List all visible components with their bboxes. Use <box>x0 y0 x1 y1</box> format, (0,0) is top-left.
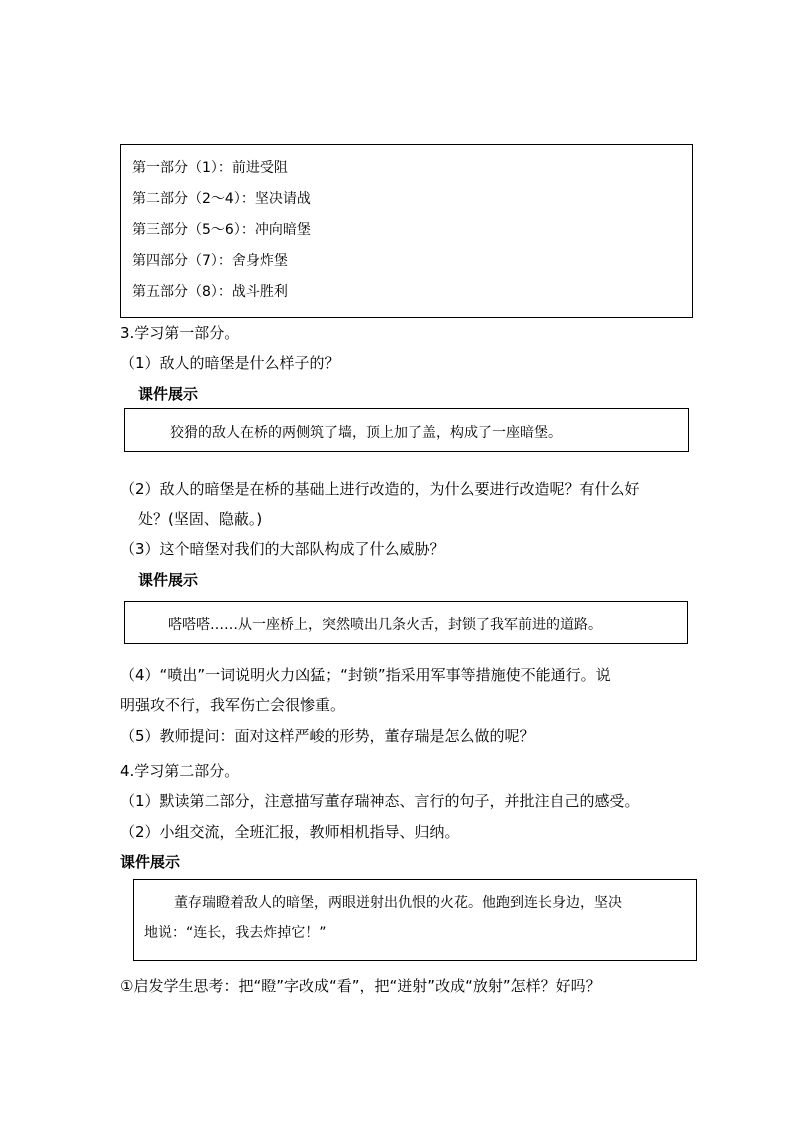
section4-step-2: （2）小组交流，全班汇报，教师相机指导、归纳。 <box>120 823 460 841</box>
courseware-box-1-text: 狡猾的敌人在桥的两侧筑了墙，顶上加了盖，构成了一座暗堡。 <box>170 425 562 441</box>
courseware-box-2-text: 嗒嗒嗒……从一座桥上，突然喷出几条火舌，封锁了我军前进的道路。 <box>168 617 602 633</box>
courseware-label-1: 课件展示 <box>138 385 199 403</box>
outline-line-2: 第二部分（2～4）：坚决请战 <box>132 191 311 207</box>
outline-line-3: 第三部分（5～6）：冲向暗堡 <box>132 222 311 238</box>
section4-step-1: （1）默读第二部分，注意描写董存瑞神态、言行的句子，并批注自己的感受。 <box>120 792 640 810</box>
outline-line-5: 第五部分（8）：战斗胜利 <box>132 284 288 300</box>
courseware-label-3: 课件展示 <box>120 853 181 871</box>
outline-line-4: 第四部分（7）：舍身炸堡 <box>132 253 288 269</box>
section3-question-3: （3）这个暗堡对我们的大部队构成了什么威胁？ <box>120 540 445 558</box>
section3-question-4-line2: 明强攻不行，我军伤亡会很惨重。 <box>120 696 346 714</box>
section3-heading: 3.学习第一部分。 <box>120 324 240 342</box>
section4-prompt: ①启发学生思考：把“瞪”字改成“看”，把“迸射”改成“放射”怎样？好吗？ <box>120 977 601 995</box>
section4-heading: 4.学习第二部分。 <box>120 762 240 780</box>
section3-question-5: （5）教师提问：面对这样严峻的形势，董存瑞是怎么做的呢？ <box>120 727 535 745</box>
section3-question-1: （1）敌人的暗堡是什么样子的？ <box>120 354 340 372</box>
section3-question-2-line2: 处？(坚固、隐蔽。) <box>138 510 263 528</box>
section3-question-4-line1: （4）“喷出”一词说明火力凶猛；“封锁”指采用军事等措施使不能通行。说 <box>120 666 611 684</box>
courseware-label-2: 课件展示 <box>138 571 199 589</box>
outline-line-1: 第一部分（1）：前进受阻 <box>132 160 288 176</box>
courseware-box-3-line1: 董存瑞瞪着敌人的暗堡，两眼迸射出仇恨的火花。他跑到连长身边，坚决 <box>174 895 622 911</box>
section3-question-2-line1: （2）敌人的暗堡是在桥的基础上进行改造的，为什么要进行改造呢？有什么好 <box>120 480 640 498</box>
courseware-box-3-line2: 地说：“连长，我去炸掉它！” <box>144 925 327 941</box>
